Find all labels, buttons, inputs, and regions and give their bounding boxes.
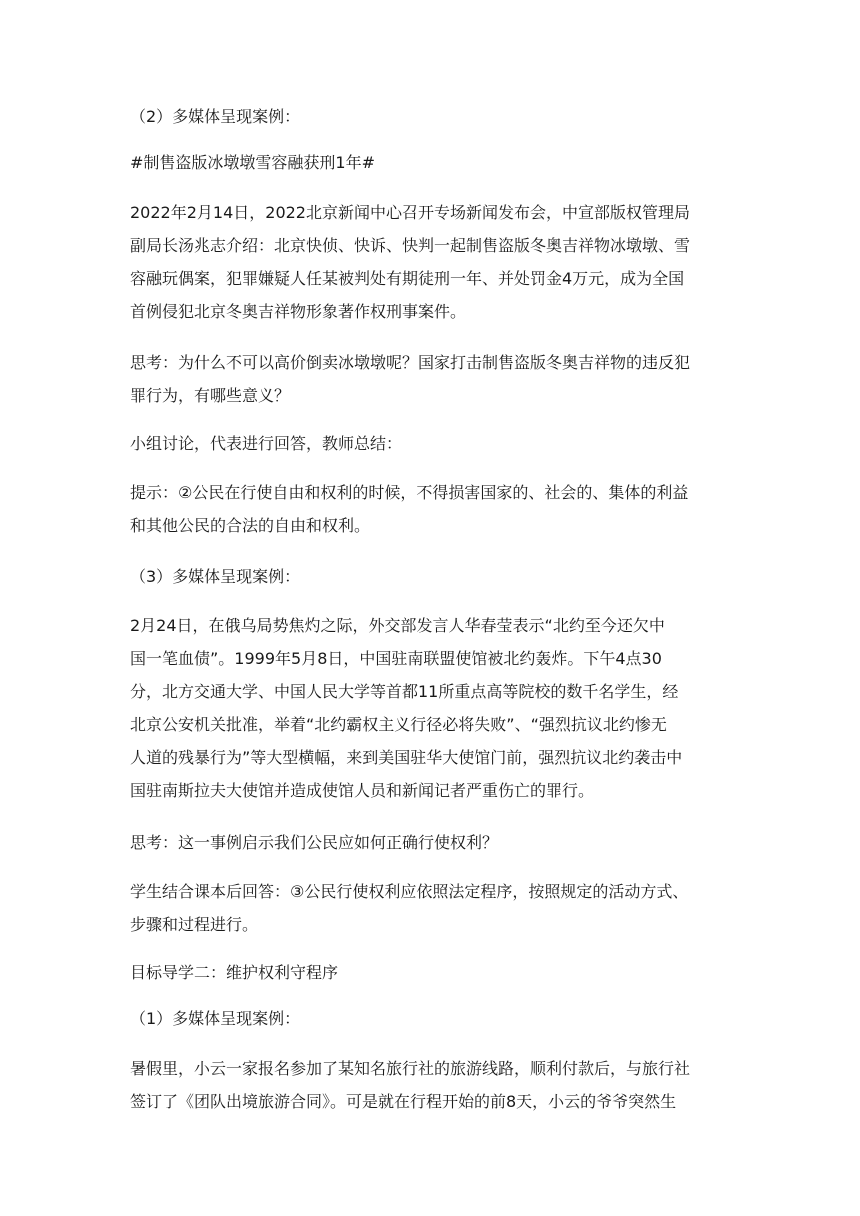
text-line: 人道的残暴行为”等大型横幅，来到美国驻华大使馆门前，强烈抗议北约袭击中 — [130, 748, 683, 767]
text-line: （3）多媒体呈现案例： — [130, 567, 301, 586]
text-line: 暑假里，小云一家报名参加了某知名旅行社的旅游线路，顺利付款后，与旅行社 — [130, 1059, 691, 1078]
text-line: 思考：这一事例启示我们公民应如何正确行使权利？ — [130, 833, 499, 852]
goal-2-heading — [130, 956, 730, 989]
text-line: 2月24日，在俄乌局势焦灼之际，外交部发言人华春莹表示“北约至今还欠中 — [130, 616, 665, 635]
text-line: 容融玩偶案，犯罪嫌疑人任某被判处有期徒刑一年、并处罚金4万元，成为全国 — [130, 269, 685, 288]
think-2 — [130, 826, 730, 859]
text-line: 副局长汤兆志介绍：北京快侦、快诉、快判一起制售盗版冬奥吉祥物冰墩墩、雪 — [130, 236, 691, 255]
case-2-body — [130, 196, 730, 328]
text-line: 国一笔血债”。1999年5月8日，中国驻南联盟使馆被北约轰炸。下午4点30 — [130, 649, 662, 668]
section-3-heading — [130, 560, 730, 593]
text-line: 思考：为什么不可以高价倒卖冰墩墩呢？国家打击制售盗版冬奥吉祥物的违反犯 — [130, 353, 691, 372]
case-3-body — [130, 609, 730, 807]
student-answer — [130, 875, 730, 941]
text-line: （1）多媒体呈现案例： — [130, 1009, 301, 1028]
case-1-body — [130, 1052, 730, 1118]
text-line: 2022年2月14日，2022北京新闻中心召开专场新闻发布会，中宣部版权管理局 — [130, 203, 690, 222]
text-line: 签订了《团队出境旅游合同》。可是就在行程开始的前8天，小云的爷爷突然生 — [130, 1092, 677, 1111]
text-line: 提示：②公民在行使自由和权利的时候，不得损害国家的、社会的、集体的利益 — [130, 483, 689, 502]
text-line: 首例侵犯北京冬奥吉祥物形象著作权刑事案件。 — [130, 302, 467, 321]
text-line: 步骤和过程进行。 — [130, 915, 259, 934]
text-line: 和其他公民的合法的自由和权利。 — [130, 516, 371, 535]
text-line: （2）多媒体呈现案例： — [130, 107, 301, 126]
hint-2 — [130, 476, 730, 542]
text-line: 目标导学二：维护权利守程序 — [130, 963, 339, 982]
text-line: 学生结合课本后回答：③公民行使权利应依照法定程序，按照规定的活动方式、 — [130, 882, 689, 901]
hashtag-title — [130, 146, 730, 179]
text-line: #制售盗版冰墩墩雪容融获刑1年# — [130, 153, 375, 172]
section-1-heading — [130, 1002, 730, 1035]
text-line: 国驻南斯拉夫大使馆并造成使馆人员和新闻记者严重伤亡的罪行。 — [130, 781, 595, 800]
text-line: 罪行为，有哪些意义？ — [130, 386, 291, 405]
think-1 — [130, 346, 730, 412]
group-discussion — [130, 427, 730, 460]
text-line: 北京公安机关批准，举着“北约霸权主义行径必将失败”、“强烈抗议北约惨无 — [130, 715, 667, 734]
section-2-heading — [130, 100, 730, 133]
text-line: 分，北方交通大学、中国人民大学等首都11所重点高等院校的数千名学生，经 — [130, 682, 679, 701]
text-line: 小组讨论，代表进行回答，教师总结： — [130, 434, 403, 453]
